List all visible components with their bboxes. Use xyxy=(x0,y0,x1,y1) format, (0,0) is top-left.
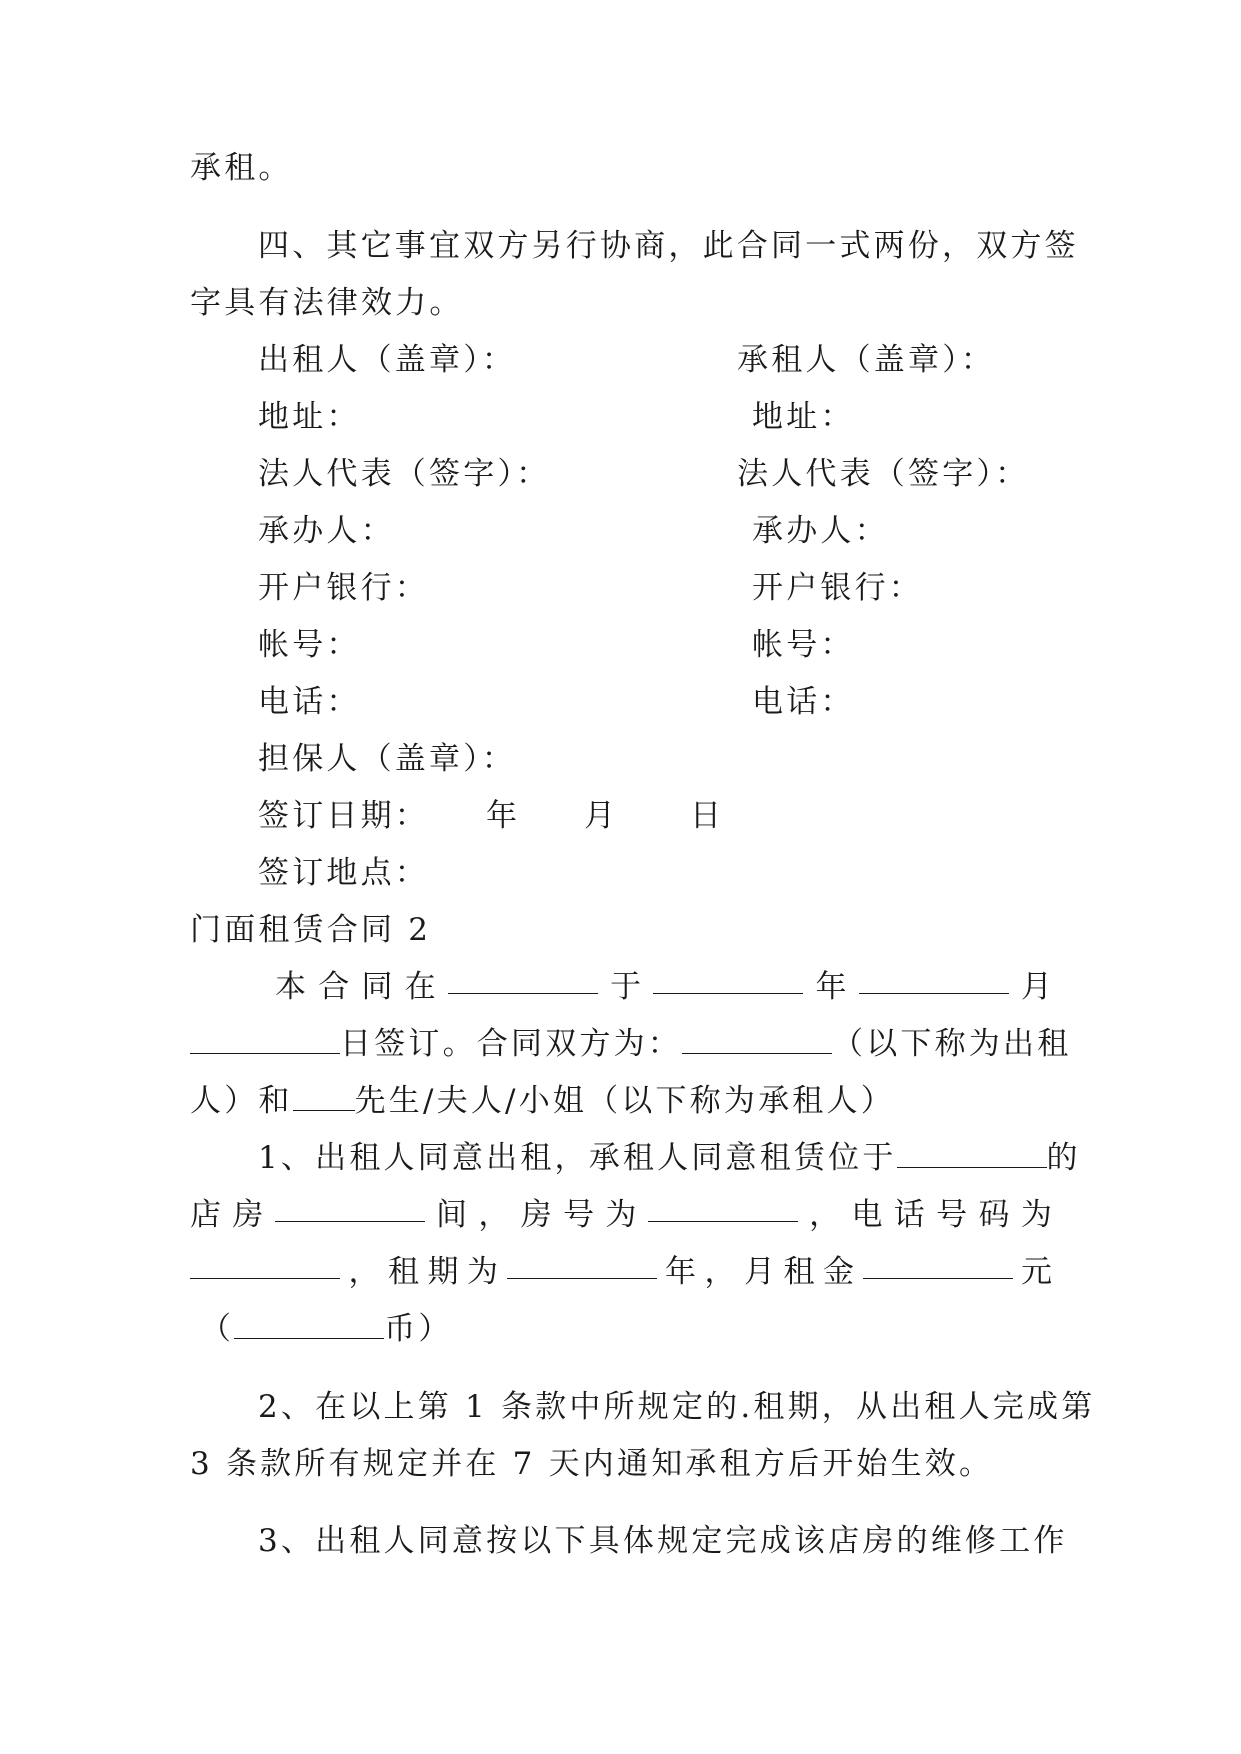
char: 金 xyxy=(823,1254,854,1290)
char: 码 xyxy=(978,1197,1010,1233)
char: 月 xyxy=(1020,969,1052,1005)
fill-blank xyxy=(448,967,598,994)
sign-left-phone: 电话： xyxy=(258,684,361,720)
sign-guarantor: 担保人（盖章）： xyxy=(258,741,517,777)
char: ， xyxy=(809,1197,841,1233)
char: 租 xyxy=(388,1254,419,1290)
char: 为 xyxy=(605,1197,637,1233)
sign-left-bank: 开户银行： xyxy=(258,570,429,606)
clause-1-line4 xyxy=(200,1309,1062,1349)
text-segment: 1、出租人同意出租，承租人同意租赁位于 xyxy=(258,1140,897,1176)
sign-left-account: 帐号： xyxy=(258,627,361,663)
fill-blank xyxy=(275,1195,425,1222)
date-month: 月 xyxy=(584,798,619,834)
char: 月 xyxy=(744,1254,775,1290)
char: 元 xyxy=(1021,1254,1052,1290)
char: ， xyxy=(478,1197,510,1233)
fill-blank xyxy=(648,1195,798,1222)
char: 为 xyxy=(467,1254,498,1290)
char: 号 xyxy=(563,1197,595,1233)
char: 号 xyxy=(936,1197,968,1233)
char: 期 xyxy=(427,1254,459,1290)
text-segment: 人）和 xyxy=(190,1083,293,1119)
date-year: 年 xyxy=(486,798,521,834)
para-intro-line2 xyxy=(190,1024,1072,1064)
sign-right-bank: 开户银行： xyxy=(752,570,923,606)
sign-right-handler: 承办人： xyxy=(752,513,889,549)
fill-blank xyxy=(190,1027,340,1054)
clause-3-line1: 3、出租人同意按以下具体规定完成该店房的维修工作 xyxy=(258,1523,1068,1559)
char: 房 xyxy=(520,1197,552,1233)
char: 房 xyxy=(232,1197,264,1233)
fill-blank xyxy=(653,967,803,994)
text-segment: 的 xyxy=(1046,1140,1081,1176)
sign-right-phone: 电话： xyxy=(752,684,855,720)
sign-right-legal-rep: 法人代表（签字）： xyxy=(737,456,1030,492)
sign-date-line xyxy=(258,796,1120,836)
sign-place: 签订地点： xyxy=(258,855,429,891)
clause-1-line2 xyxy=(190,1195,1052,1235)
sign-left-handler: 承办人： xyxy=(258,513,395,549)
para-intro-line1 xyxy=(275,967,1052,1007)
sign-date-label: 签订日期： xyxy=(258,798,429,834)
clause-2-line1: 2、在以上第 1 条款中所规定的.租期，从出租人完成第 xyxy=(258,1389,1096,1425)
sign-right-address: 地址： xyxy=(752,399,855,435)
char: 电 xyxy=(851,1197,883,1233)
fill-blank xyxy=(682,1027,832,1054)
clause-1-line3 xyxy=(190,1252,1052,1292)
char: 租 xyxy=(783,1254,815,1290)
char: 年 xyxy=(815,969,847,1005)
char: ， xyxy=(348,1254,380,1290)
date-day: 日 xyxy=(690,798,725,834)
char: 本 xyxy=(275,969,306,1005)
fill-blank xyxy=(234,1312,384,1339)
fill-blank xyxy=(897,1141,1047,1168)
text-segment: （以下称为出租 xyxy=(832,1026,1072,1062)
fill-blank xyxy=(293,1084,355,1111)
section-title: 门面租赁合同 2 xyxy=(190,912,432,948)
text-line: 字具有法律效力。 xyxy=(190,285,464,321)
char: 同 xyxy=(361,969,393,1005)
clause-four: 四、其它事宜双方另行协商，此合同一式两份，双方签 xyxy=(258,228,1079,264)
char: 于 xyxy=(610,969,642,1005)
fill-blank xyxy=(863,1252,1013,1279)
sign-left-legal-rep: 法人代表（签字）： xyxy=(258,456,551,492)
char: 在 xyxy=(404,969,436,1005)
text-line: 承租。 xyxy=(190,150,293,186)
clause-1-line1 xyxy=(258,1138,1120,1178)
text-segment: （ xyxy=(200,1311,235,1347)
fill-blank xyxy=(859,967,1009,994)
char: 年 xyxy=(665,1254,696,1290)
sign-right-account: 帐号： xyxy=(752,627,855,663)
clause-2-line2: 3 条款所有规定并在 7 天内通知承租方后开始生效。 xyxy=(190,1446,994,1482)
char: 话 xyxy=(893,1197,925,1233)
char: 为 xyxy=(1020,1197,1052,1233)
char: ， xyxy=(704,1254,736,1290)
text-segment: 币） xyxy=(384,1311,453,1347)
char: 间 xyxy=(436,1197,468,1233)
sign-left-address: 地址： xyxy=(258,399,361,435)
text-segment: 先生/夫人/小姐（以下称为承租人） xyxy=(354,1083,895,1119)
fill-blank xyxy=(190,1252,340,1279)
sign-left-lessor: 出租人（盖章）： xyxy=(258,342,517,378)
fill-blank xyxy=(507,1252,657,1279)
char: 店 xyxy=(190,1197,221,1233)
sign-right-lessee: 承租人（盖章）： xyxy=(737,342,996,378)
char: 合 xyxy=(318,969,350,1005)
para-intro-line3 xyxy=(190,1081,1052,1121)
text-segment: 日签订。合同双方为： xyxy=(340,1026,682,1062)
